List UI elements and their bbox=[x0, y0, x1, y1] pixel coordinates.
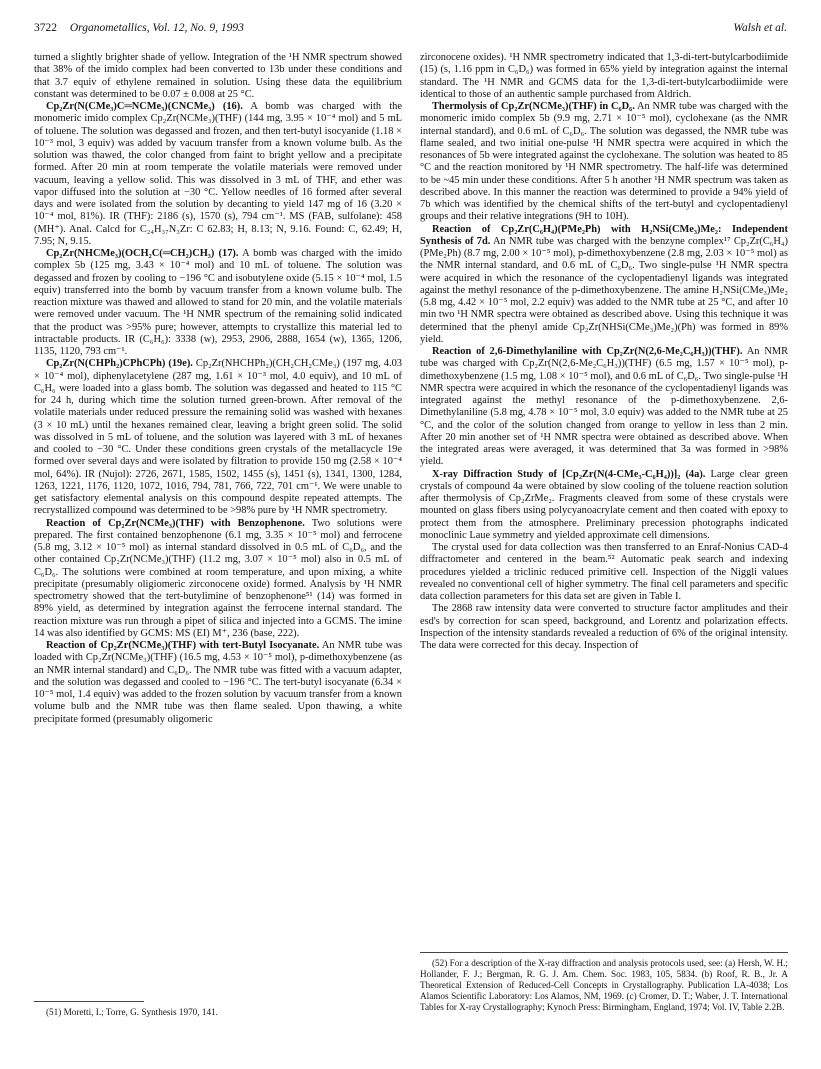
left-column bbox=[34, 52, 402, 726]
left-footnote-area bbox=[34, 993, 402, 1018]
section-heading: Reaction of 2,6-Dimethylaniline with Cp₂Zr(N(2,6-Me₂C₆H₃))(THF). bbox=[432, 346, 743, 357]
footnote-rule bbox=[420, 952, 788, 953]
paragraph-text: A bomb was charged with the monomeric imido complex Cp₂Zr(NCMe₃)(THF) (144 mg, 3.95 × 10⁻⁴ mol) and 5 mL of toluene. The solution was degassed and frozen, and then tert-butyl isocyanide (1.18 × 10⁻³ mol, 3 equiv) was added by vacuum transfer from a known volume bulb. As the solution was thawed, the color changed from faint to bright yellow and a precipitate formed. After 20 min at room temperate the volatile materials were removed under vacuum, leaving a yellow solid. This was dissolved in 3 mL of THF, and ether was vapor diffused into the solution at −30 °C. Yellow needles of 16 formed after several days and were isolated from the solution by decanting to yield 147 mg of 16 (3.20 × 10⁻⁴ mol, 81%). IR (THF): 2186 (s), 1570 (s), 794 cm⁻¹. MS (FAB, sulfolane): 458 (MH⁺). Anal. Calcd for C₂₄H₃₇N₃Zr: C 62.83; H, 8.13; N, 9.16. Found: C, 62.49; H, 7.95; N, 9.15. bbox=[34, 101, 402, 247]
paragraph-text: An NMR tube was charged with Cp₂Zr(N(2,6-Me₂C₆H₃))(THF) (6.5 mg, 1.57 × 10⁻⁵ mol), p-dimethoxybenzene (1.5 mg, 1.08 × 10⁻⁵ mol), and 0.6 mL of C₆D₆. Two single-pulse ¹H NMR spectra were acquired in which the resonance of the cyclopentadienyl ligands was integrated against the methyl resonance of the p-dimethoxybenzene. 2,6-Dimethylaniline (5.8 mg, 4.78 × 10⁻⁵ mol, 3.0 equiv) was added to the NMR tube at 25 °C, and the color of the solution changed from orange to yellow in less than 2 min. After 20 min another set of ¹H NMR spectra were obtained as described above. When the integrated areas were averaged, it was determined that 3a was formed in >98% yield. bbox=[420, 346, 788, 468]
paragraph-text: A bomb was charged with the imido complex 5b (125 mg, 3.43 × 10⁻⁴ mol) and 10 mL of toluene. The solution was degassed and frozen by cooling to −196 °C and isobutylene oxide (5.15 × 10⁻⁴ mol, 1.5 equiv) transferred into the bomb by vacuum transfer from a known volume bulb. The reaction mixture was thawed and allowed to stand for 20 min, and the volatile materials were removed under vacuum. The ¹H NMR spectrum of the remaining solid indicated that the product was >95% pure; however, attempts to crystallize this material led to intractable products. IR (C₆H₆): 3338 (w), 2953, 2906, 2888, 1654 (w), 1365, 1206, 1135, 1120, 793 cm⁻¹. bbox=[34, 248, 402, 357]
footnote-52: (52) For a description of the X-ray diffraction and analysis protocols used, see: (a) Hersh, W. H.; Hollander, F. J.; Bergman, R. G. J. Am. Chem. Soc. 1983, 105, 5834. (b) Roof, R. B., Jr. A Theoretical Extension of Reduced-Cell Concepts in Crystallography. Publication LA-4038; Los Alamos Scientific Laboratory: Los Alamos, NM, 1969. (c) Cromer, D. T.; Waber, J. T. International Tables for X-ray Crystallography; Kynoch Press: Birmingham, England, 1974; Vol. IV, Table 2.2B. bbox=[420, 958, 788, 1012]
right-column-paragraph bbox=[420, 542, 788, 603]
running-header bbox=[34, 22, 787, 40]
paragraph-text: zirconocene oxides). ¹H NMR spectrometry indicated that 1,3-di-tert-butylcarbodiimide (15) (s, 1.16 ppm in C₆D₆) was formed in 65% yield by integration against the internal standard. The ¹H NMR and GCMS data for the 1,3-di-tert-butylcarbodiimide were identical to those of an authentic sample purchased from Aldrich. bbox=[420, 52, 788, 100]
section-heading: Reaction of Cp₂Zr(NCMe₃)(THF) with tert-Butyl Isocyanate. bbox=[46, 640, 320, 651]
section-heading: Thermolysis of Cp₂Zr(NCMe₃)(THF) in C₆D₆. bbox=[432, 101, 635, 112]
article-authors: Walsh et al. bbox=[733, 22, 787, 34]
footnote-51: (51) Moretti, I.; Torre, G. Synthesis 1970, 141. bbox=[46, 1007, 218, 1017]
left-column-paragraph bbox=[34, 248, 402, 358]
right-column-paragraph bbox=[420, 346, 788, 469]
paragraph-text: An NMR tube was charged with the benzyne complex¹⁷ Cp₂Zr(C₆H₄)(PMe₂Ph) (8.7 mg, 2.00 × 10⁻⁵ mol), p-dimethoxybenzene (2.8 mg, 2.03 × 10⁻⁵ mol) as the NMR internal standard, and 0.6 mL of C₆D₆. Two single-pulse ¹H NMR spectra were acquired in which the resonance of the cyclopentadienyl ligands was integrated against the methyl resonance of the p-dimethoxybenzene. The amine H₂NSi(CMe₃)Me₂ (5.8 mg, 4.42 × 10⁻⁵ mol, 2.2 equiv) was added to the NMR tube at 25 °C, and after 10 min two ¹H NMR spectra were obtained as described above. Using this technique it was determined that the phenyl amide Cp₂Zr(NHSi(CMe₃)Me₂)(Ph) was formed in 89% yield. bbox=[420, 235, 788, 345]
page-number: 3722 bbox=[34, 22, 57, 34]
section-heading: Cp₂Zr(N(CHPh₂)CPhCPh) (19e). bbox=[46, 358, 193, 370]
right-column bbox=[420, 52, 788, 652]
paragraph-text: An NMR tube was charged with the monomeric imido complex 5b (9.9 mg, 2.71 × 10⁻⁵ mol), cyclohexane (as the NMR internal standard), and 0.6 mL of C₆D₆. The solution was degassed, the NMR tube was flame sealed, and two initial one-pulse ¹H NMR spectra were acquired in which the resonances of 5b were integrated against the cyclohexane. The solution was heated to 85 °C and the reaction monitored by ¹H NMR spectrometry. The half-life was determined to be ~45 min under these conditions. After 5 h another ¹H NMR spectrum was taken as described above. In this manner the reaction was determined to provide a 94% yield of 7b which was identified by the chemical shifts of the tert-butyl and cyclopentadienyl groups and their relative integrations (9H to 10H). bbox=[420, 101, 788, 223]
left-column-paragraph bbox=[34, 518, 402, 641]
right-column-paragraph bbox=[420, 52, 788, 101]
paragraph-text: Two solutions were prepared. The first contained benzophenone (6.1 mg, 3.35 × 10⁻⁵ mol) and ferrocene (5.8 mg, 3.12 × 10⁻⁵ mol) as internal standard dissolved in 0.5 mL of C₆D₆, and the other contained Cp₂Zr(NCMe₃)(THF) (11.2 mg, 3.07 × 10⁻⁵ mol) also in 0.5 mL of C₆D₆. The solutions were combined at room temperature, and upon mixing, a white precipitate (presumably oligiomeric zirconocene oxide) formed. Analysis by ¹H NMR spectrometry showed that the tert-butylimine of benzophenone⁵¹ (14) was formed in 89% yield, as determined by integration against the ferrocene internal standard. The reaction mixture was run through a pipet of silica and injected into a GCMS. The imine 14 was also identified by GCMS: MS (EI) M⁺, 236 (base, 222). bbox=[34, 517, 402, 639]
left-column-paragraph bbox=[34, 640, 402, 726]
right-column-paragraph bbox=[420, 101, 788, 224]
paragraph-text: An NMR tube was loaded with Cp₂Zr(NCMe₃)(THF) (16.5 mg, 4.53 × 10⁻⁵ mol), p-dimethoxybenzene (as an NMR internal standard) and C₆D₆. The NMR tube was fitted with a vacuum adapter, and the solution was degassed and cooled to −196 °C. The tert-butyl isocyanate (6.34 × 10⁻⁵ mol, 1.4 equiv) was added to the frozen solution by vacuum transfer from a known volume bulb and the NMR tube was then flame sealed. Upon thawing, a white precipitate formed (presumably oligomeric bbox=[34, 640, 402, 725]
paragraph-text: turned a slightly brighter shade of yellow. Integration of the ¹H NMR spectrum showed that 38% of the imido complex had been converted to 13b under these conditions and that 3.7 equiv of ethylene remained in solution. Using these data the equilibrium constant was determined to be 0.07 ± 0.008 at 25 °C. bbox=[34, 52, 402, 100]
section-heading: X-ray Diffraction Study of [Cp₂Zr(N(4-CMe₃-C₆H₄))]₂ (4a). bbox=[432, 468, 706, 480]
right-column-paragraph bbox=[420, 224, 788, 347]
section-heading: Reaction of Cp₂Zr(C₆H₄)(PMe₂Ph) with H₂NSi(CMe₃)Me₂: Independent Synthesis of 7d. bbox=[420, 223, 788, 247]
right-column-paragraph bbox=[420, 469, 788, 543]
section-heading: Cp₂Zr(NHCMe₃)(OCH₂C(═CH₂)CH₃) (17). bbox=[46, 248, 239, 259]
journal-citation: Organometallics, Vol. 12, No. 9, 1993 bbox=[69, 22, 244, 34]
section-heading: Cp₂Zr(N(CMe₃)C═NCMe₃)(CNCMe₃) (16). bbox=[46, 101, 243, 112]
section-heading: Reaction of Cp₂Zr(NCMe₃)(THF) with Benzophenone. bbox=[46, 517, 305, 529]
left-column-paragraph bbox=[34, 101, 402, 248]
right-footnote-area bbox=[420, 942, 788, 1013]
paragraph-text: The crystal used for data collection was then transferred to an Enraf-Nonius CAD-4 diffractometer and centered in the beam.⁵² Automatic peak search and indexing procedures yielded a triclinic reduced primitive cell. Inspection of the Niggli values revealed no conventional cell of higher symmetry. The final cell parameters and specific data collection parameters for this data set are given in Table I. bbox=[420, 542, 788, 602]
left-column-paragraph bbox=[34, 358, 402, 517]
right-column-paragraph bbox=[420, 603, 788, 652]
footnote-rule bbox=[34, 1001, 144, 1002]
paragraph-text: Large clear green crystals of compound 4a were obtained by slow cooling of the toluene reaction solution after thermolysis of Cp₂ZrMe₂. Fragments cleaved from some of these crystals were mounted on glass fibers using polycyanoacrylate cement and then coated with epoxy to protect them from the atmosphere. Preliminary precession photographs indicated monoclinic Laue symmetry and yielded approximate cell dimensions. bbox=[420, 468, 788, 541]
paragraph-text: Cp₂Zr(NHCHPh₂)(CH₂CH₂CMe₃) (197 mg, 4.03 × 10⁻⁴ mol), diphenylacetylene (287 mg, 1.61 × 10⁻³ mol, 4.0 equiv), and 10 mL of C₆H₆ were loaded into a glass bomb. The solution was degassed and heated to 115 °C for 24 h, during which time the solution turned green-brown. After removal of the volatile materials under reduced pressure the remaining solid was washed with hexanes (3 × 10 mL) until the hexanes remained clear, leaving a bright green solid. The solid was dissolved in 5 mL of toluene, and the solution was layered with 3 mL of hexanes and cooled to −30 °C. Under these conditions green crystals of the metallacycle 19e formed over several days and were isolated by filtration to provide 150 mg (2.58 × 10⁻⁴ mol, 64%). IR (Nujol): 2726, 2671, 1585, 1502, 1455 (s), 1451 (s), 1341, 1300, 1284, 1263, 1221, 1176, 1120, 1072, 1016, 794, 781, 766, 722, 701 cm⁻¹. We were unable to get satisfactory elemental analysis on this compound despite repeated attempts. The recrystallized compound was determined to be >98% pure by ¹H NMR spectrometry. bbox=[34, 358, 402, 517]
left-column-paragraph bbox=[34, 52, 402, 101]
paragraph-text: The 2868 raw intensity data were converted to structure factor amplitudes and their esd's by correction for scan speed, background, and Lorentz and polarization effects. Inspection of the intensity standards revealed a reduction of 6% of the original intensity. The data were corrected for this decay. Inspection of bbox=[420, 603, 788, 651]
